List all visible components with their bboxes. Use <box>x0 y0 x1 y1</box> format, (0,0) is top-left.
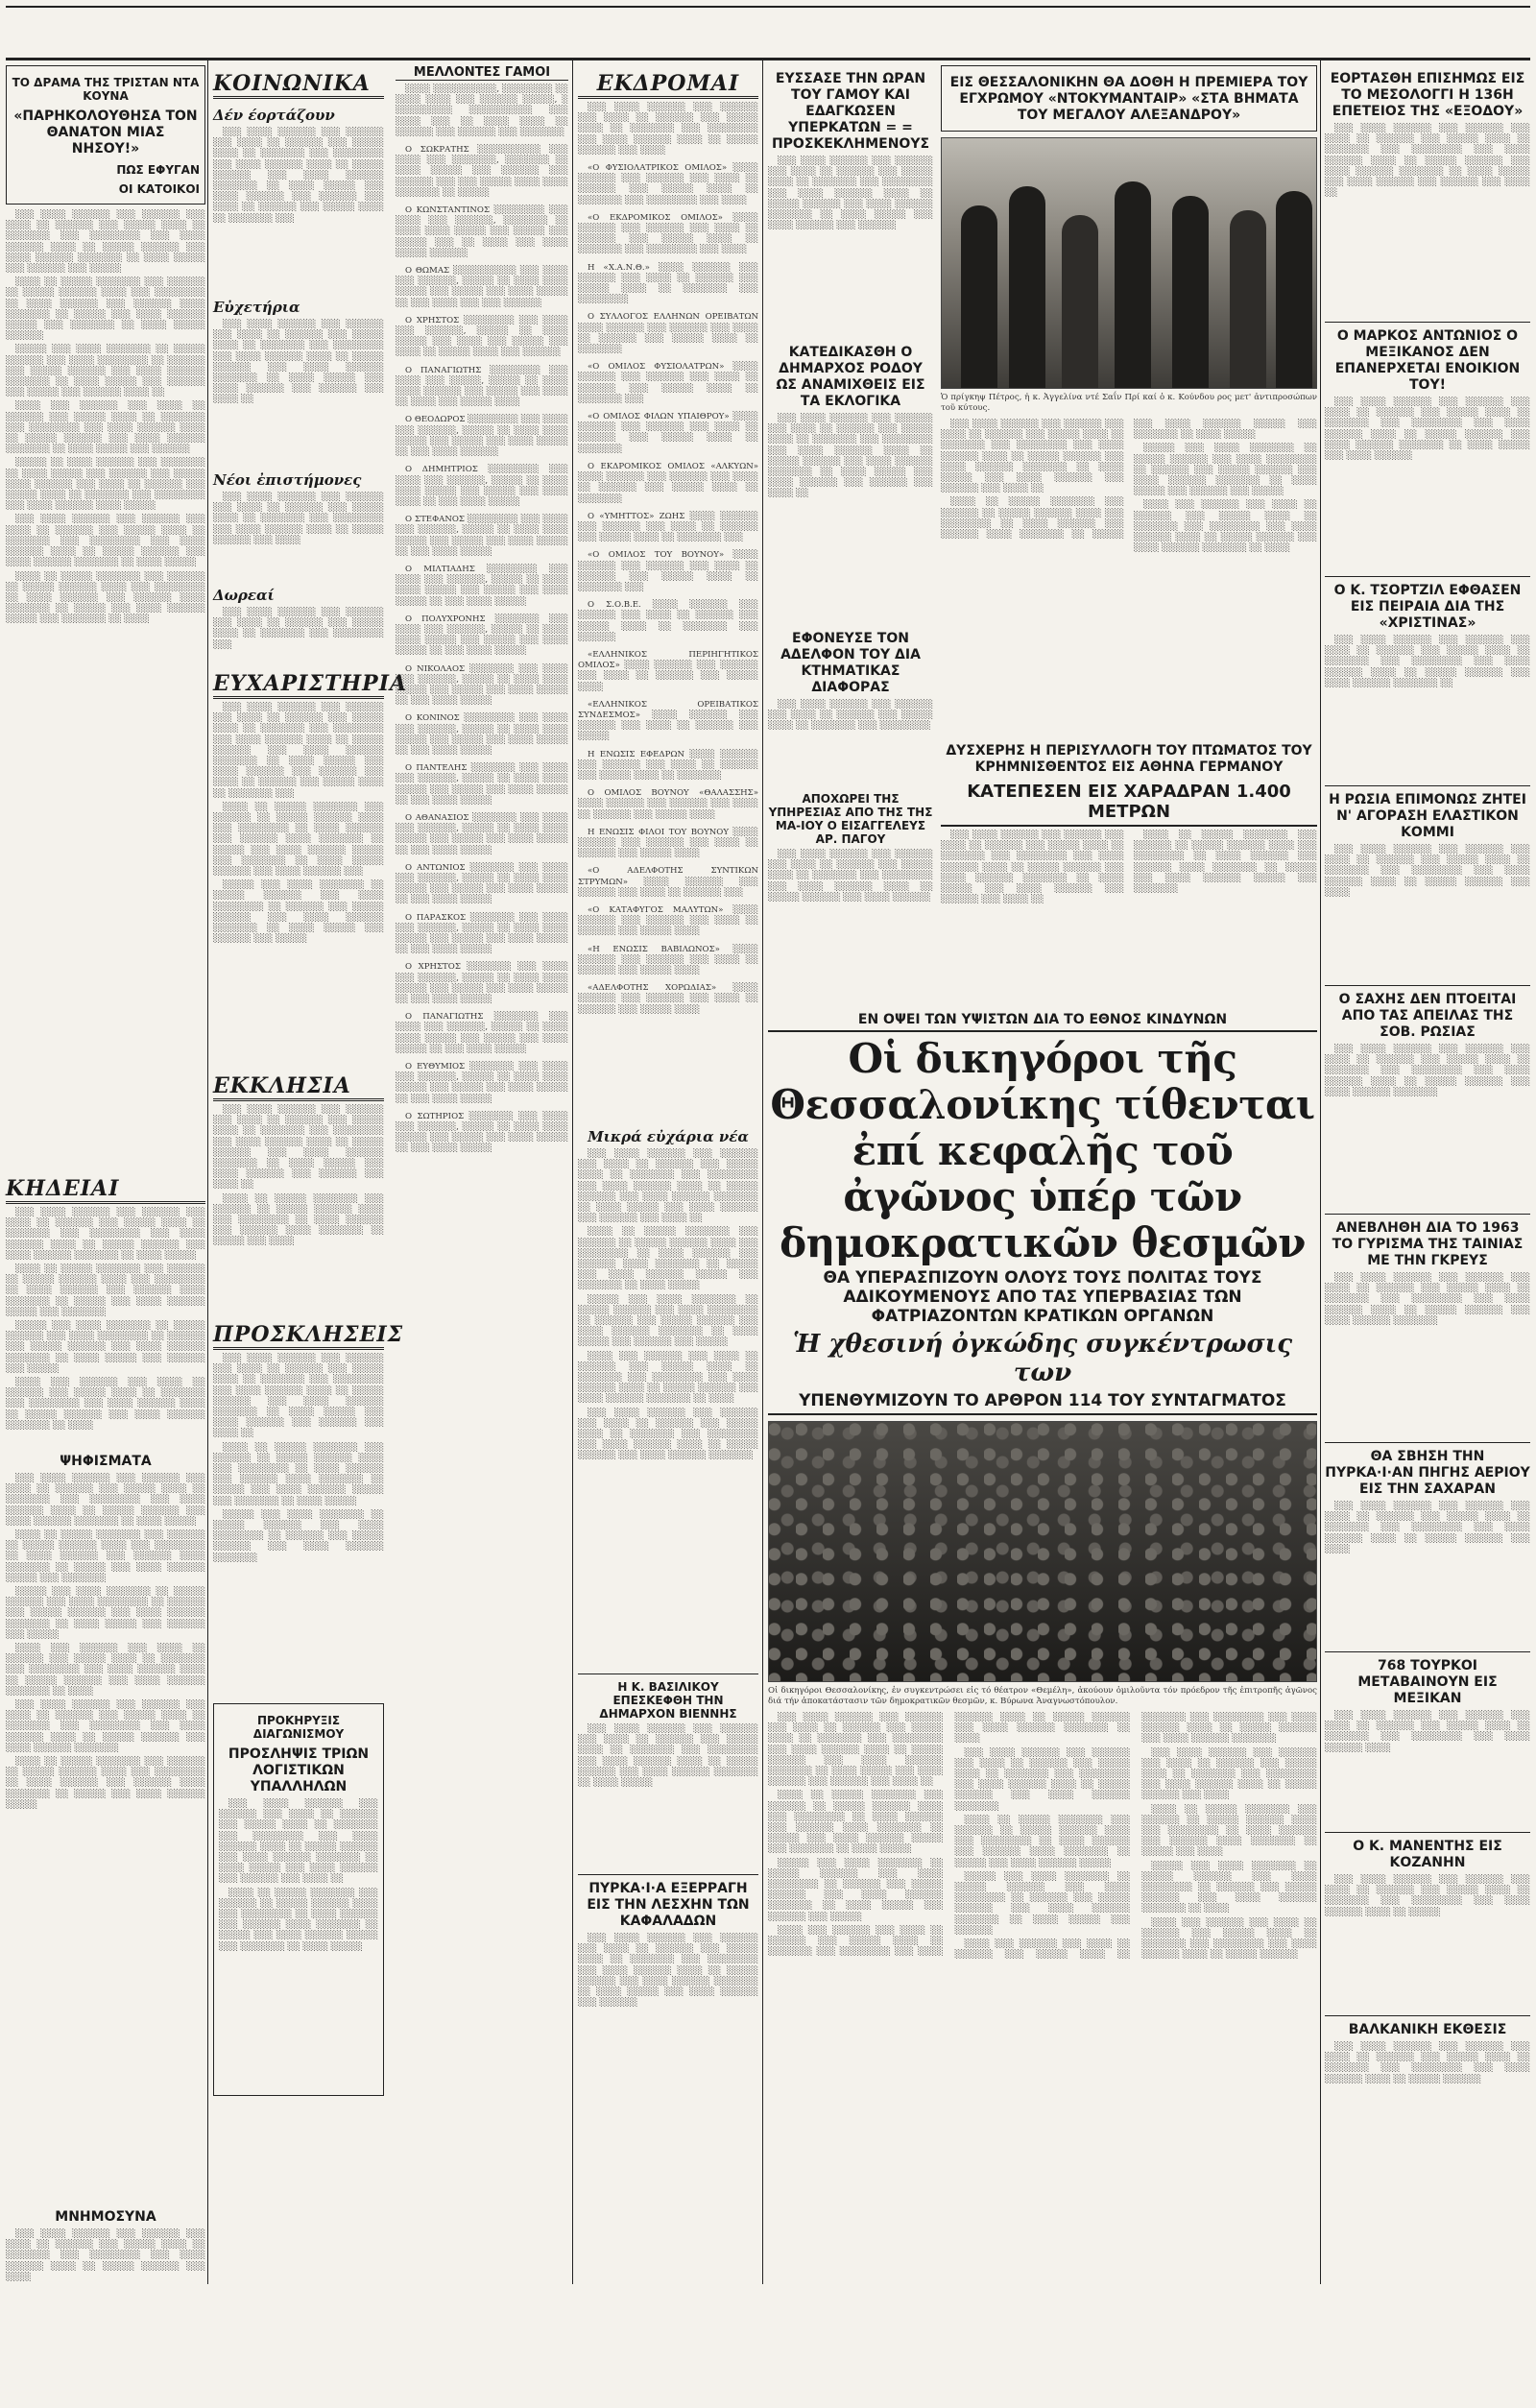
box-headline: ΠΡΟΣΛΗΨΙΣ ΤΡΙΩΝ ΛΟΓΙΣΤΙΚΩΝ ΥΠΑΛΛΗΛΩΝ <box>228 1746 370 1794</box>
headline: Ο Κ. ΜΑΝΕΝΤΗΣ ΕΙΣ ΚΟΖΑΝΗΝ <box>1353 1839 1502 1870</box>
column-rule <box>762 60 763 2284</box>
divider <box>1325 1442 1530 1443</box>
column-rule <box>207 60 208 2284</box>
headline: Ο Κ. ΤΣΟΡΤΖΙΛ ΕΦΘΑΣΕΝ ΕΙΣ ΠΕΙΡΑΙΑ ΔΙΑ ΤΗΣ «ΧΡΙΣΤΙΝΑΣ» <box>1333 583 1522 631</box>
article-body: ░░░ ░░░░ ░░░░░░ ░░░ ░░░░░░ ░░░ ░░░░ ░░ ░░░░░░ ░░░ ░░░░░ ░░░░ ░░ ░░░░░░░ ░░░ ░░░░░░░░ ░░░ ░░░░ ░░░░░░ ░░░░ ░░ ░░░░░ ░░░░░░ ░░░ ░░░░ ░░░░░░ ░░░░░░░ ░░ ░░░░ ░░░░░ ░░░ ░░░░ ░░░░░░ ░░░ ░░░░░░ <box>768 157 933 231</box>
headline: ΠΥΡΚΑ·Ι·Α ΕΞΕΡΡΑΓΗ ΕΙΣ ΤΗΝ ΛΕΣΧΗΝ ΤΩΝ ΚΑΦΑΛΑΔΩΝ <box>587 1881 750 1929</box>
subheadline: ΟΙ ΚΑΤΟΙΚΟΙ <box>118 182 200 196</box>
article-body: ░░░ ░░░░ ░░░░░░ ░░░ ░░░░░░ ░░░ ░░░░ ░░ ░░░░░░ ░░░ ░░░░░ ░░░░ ░░ ░░░░░░░ ░░░ ░░░░░░░░ ░░░ ░░░░ ░░░░░░ ░░░░ ░░ ░░░░░ ░░░░░░ ░░░ ░░░░ ░░░░░░ ░░░░░░░ ░░ ░░░░ ░░░░░ ░░░ ░░░░ ░░░░░░ ░░░ ░░░░░░ ░░░ ░░░░ ░░ ░░░░ ░░ ░░░░░ ░░░░░░░ ░░░ ░░░░░░ ░░ ░░░░░ ░░░░░░ ░░░░ ░░░ ░░░░░░░░ ░░ ░░░░ ░░░░░░ ░░░ ░░░░░░ ░░░░ ░░░░░░░ ░░ ░░░░░ ░░░ ░░░░ ░░░░░░ ░░░░░ ░░░ ░░░░░░░ <box>941 831 1317 905</box>
article-body: ░░░ ░░░░ ░░░░░░ ░░░ ░░░░░░ ░░░ ░░░░ ░░ ░░░░░░ ░░░ ░░░░░ ░░░░ ░░ ░░░░░░░ ░░░ ░░░░░░░░ ░░░ ░░░░ ░░░░░░ ░░░░ ░░ ░░░░░ ░░░░░░ ░░░ ░░░░ ░░░░░░ ░░░░░░░ ░░ ░░░░ ░░░░░ ░░░ ░░░░░░ ░░░ ░░░░░ ░░░░ ░░ ░░░░░ ░░░░░░░ ░░░ ░░░░░░ ░░ ░░░░░ ░░░░░░ ░░░░ ░░░ ░░░░░░░░ ░░ ░░░░ ░░░░░░ ░░░ ░░░░░░ ░░░░ ░░░░░░░ ░░ ░░░░░ ░░░ ░░░░ ░░░░░░ ░░░░░ ░░░ ░░░░░░░ ░░ ░░░░ ░░░░░ ░░░░░░ ░░░░░ ░░░ ░░░░ ░░░░░░░ ░░ ░░░░░ ░░░░░░ ░░░ ░░░░ ░░░░░░░░ ░░ ░░░░░░ ░░░ ░░░░░ ░░░░░░ ░░░ ░░░░ ░░░░░░ ░░░░░░░ ░░ ░░░░ ░░░░░ ░░░ ░░░░░░ ░░░ ░░░░░ ░░░ ░░░░░░ ░░░░ ░░ ░░░░ ░░░ ░░░░░░ ░░░ ░░░░ ░░ ░░░░░░ ░░░ ░░░░░ ░░░░ ░░ ░░░░░░░ ░░░ ░░░░░░░░ ░░░ ░░░░ ░░░░░░ ░░░░ ░░ ░░░░░ ░░░░░░ ░░░ ░░░░ ░░░░░░ ░░░░░░░ ░░ ░░░░ ░░░░░ ░░░ ░░░░░░ ░░░░░ ░░ ░░░░ ░░░░░░ ░░░ ░░░░░░░ ░░ ░░░░ ░░░░░ ░░░ ░░░░░░ ░░░ ░░░░░ ░░░░ ░░░░░░ ░░░ ░░░░ ░░ ░░░░░░ ░░░ ░░░░░ ░░░░ ░░ ░░░░░░░ ░░░ ░░░░░░░░ ░░░ ░░░░ ░░░░░░ ░░░░ ░░░░░ ░░░ ░░░░ ░░░░░░ ░░░ ░░░░░░ ░░░ ░░░░ ░░ ░░░░░░ ░░░ ░░░░░ ░░░░ ░░ ░░░░░░░ ░░░ ░░░░░░░░ ░░░ ░░░░ ░░░░░░ ░░░░ ░░ ░░░░░ ░░░░░░ ░░░ ░░░░ ░░░░░░ ░░░░░░░ ░░ ░░░░ ░░░░░ ░░░░ ░░ ░░░░░ ░░░░░░░ ░░░ ░░░░░░ ░░ ░░░░░ ░░░░░░ ░░░░ ░░░ ░░░░░░░░ ░░ ░░░░ ░░░░░░ ░░░ ░░░░░░ ░░░░ ░░░░░░░ ░░ ░░░░░ ░░░ ░░░░ ░░░░░░ ░░░░░ ░░░ ░░░░░░░ ░░ ░░░░ <box>6 210 205 625</box>
section-title: ΕΥΧΑΡΙΣΤΗΡΙΑ <box>213 671 384 699</box>
section-subtitle: ΨΗΦΙΣΜΑΤΑ <box>60 1454 152 1469</box>
section-body: ░░░ ░░░░ ░░░░░░ ░░░ ░░░░░░ ░░░ ░░░░ ░░ ░░░░░░ ░░░ ░░░░░ ░░░░ ░░ ░░░░░░░ ░░░ ░░░░░░░░ ░░░ ░░░░ ░░░░░░ ░░░░ ░░ ░░░░░ ░░░░░░ ░░░ ░░░░ ░░░░░░ ░░░░░░░ ░░ ░░░░ ░░░░░ ░░░ ░░░░ ░░░░░░ ░░░ ░░░░░░ ░░░ ░░░░ ░░ <box>213 320 384 405</box>
subheadline: ΠΩΣ ΕΦΥΓΑΝ <box>116 163 200 177</box>
section-title: ΚΗΔΕΙΑΙ <box>6 1176 205 1204</box>
top-rule <box>6 58 1530 60</box>
article-body: ░░░ ░░░░ ░░░░░░ ░░░ ░░░░░░ ░░░ ░░░░ ░░ ░░░░░░ ░░░ ░░░░░ ░░░░ ░░ ░░░░░░░ ░░░ ░░░░░░░░ ░░░ ░░░░ ░░░░░░ ░░░░ ░░ ░░░░░ ░░░░░░ ░░░ ░░░░ ░░░░░░ ░░░░░░░ <box>1325 1045 1530 1097</box>
headline: Ο ΣΑΧΗΣ ΔΕΝ ΠΤΟΕΙΤΑΙ ΑΠΟ ΤΑΣ ΑΠΕΙΛΑΣ ΤΗΣ ΣΟΒ. ΡΩΣΙΑΣ <box>1338 992 1517 1040</box>
article-body: ░░░ ░░░░ ░░░░░░ ░░░ ░░░░░░ ░░░ ░░░░ ░░ ░░░░░░ ░░░ ░░░░░ ░░░░ ░░ ░░░░░░░ ░░░ ░░░░░░░░ ░░░ ░░░░ ░░░░░░ ░░░░ ░░ ░░░░░ ░░░░░░ ░░░ ░░░░ ░░░░░░ ░░░░░░░ ░░ ░░░░ ░░░░░ ░░░ ░░░░ ░░░░░░ ░░░ ░░░░░░ ░░░ ░░░░ ░░ ░░░░ ░░ ░░░░░ ░░░░░░░ ░░░ ░░░░░░ ░░ ░░░░░ ░░░░░░ ░░░░ ░░░ ░░░░░░░░ ░░ ░░░░ ░░░░░░ ░░░ ░░░░░░ ░░░░ ░░░░░░░ ░░ ░░░░░ ░░░ ░░░░ ░░░░░░ ░░░░░ ░░░ ░░░░░░░ ░░ ░░░░ ░░░░░ ░░░░░ ░░░ ░░░░ ░░░░░░░ ░░ ░░░░░ ░░░░░░ ░░░ ░░░░ ░░░░░░░░ ░░ ░░░░░░ ░░░ ░░░░░ ░░░░░░ ░░░ ░░░░ ░░░░░░ ░░░░░░░ ░░ ░░░░ ░░░░░ ░░░ ░░░░░░ ░░░ ░░░░░ ░░░░ ░░░ ░░░░░░ ░░░ ░░░░ ░░ ░░░░░░ ░░░ ░░░░░ ░░░░ ░░ ░░░░░░░ ░░░ ░░░░░░░░ ░░░ ░░░░ ░░░░░░ ░░░░ ░░ ░░░░░ ░░░░░░ ░░░ ░░░░ ░░░░░░ ░░░░░░░ ░░ ░░░░ <box>941 420 1317 554</box>
headline: «ΠΑΡΗΚΟΛΟΥΘΗΣΑ ΤΟΝ ΘΑΝΑΤΟΝ ΜΙΑΣ ΝΗΣΟΥ!» <box>13 108 198 157</box>
article-body: ░░░ ░░░░ ░░░░░░ ░░░ ░░░░░░ ░░░ ░░░░ ░░ ░░░░░░ ░░░ ░░░░░ ░░░░ ░░ ░░░░░░░ ░░░ ░░░░░░░░ <box>768 700 933 732</box>
headline: ΘΑ ΣΒΗΣΗ ΤΗΝ ΠΥΡΚΑ·Ι·ΑΝ ΠΗΓΗΣ ΑΕΡΙΟΥ ΕΙΣ ΤΗΝ ΣΑΧΑΡΑΝ <box>1325 1449 1530 1497</box>
headline: ΕΙΣ ΘΕΣΣΑΛΟΝΙΚΗΝ ΘΑ ΔΟΘΗ Η ΠΡΕΜΙΕΡΑ ΤΟΥ ΕΓΧΡΩΜΟΥ «ΝΤΟΚΥΜΑΝΤΑΙΡ» «ΣΤΑ ΒΗΜΑΤΑ ΤΟΥ ΜΕΓΑΛΟΥ ΑΛΕΞΑΝΔΡΟΥ» <box>949 75 1308 123</box>
news-body: ░░░ ░░░░ ░░░░░░ ░░░ ░░░░░░ ░░░ ░░░░ ░░ ░░░░░░ ░░░ ░░░░░ ░░░░ ░░ ░░░░░░░ ░░░ ░░░░░░░░ ░░░ ░░░░ ░░░░░░ ░░░░ ░░ ░░░░░ ░░░░░░ ░░░ ░░░░ ░░░░░░ ░░░░░░░ ░░ ░░░░ ░░░░░ ░░░ ░░░░ ░░░░░░ ░░░ ░░░░░░ ░░░ ░░░░ ░░ ░░░░ ░░ ░░░░░ ░░░░░░░ ░░░ ░░░░░░ ░░ ░░░░░ ░░░░░░ ░░░░ ░░░ ░░░░░░░░ ░░ ░░░░ ░░░░░░ ░░░ ░░░░░░ ░░░░ ░░░░░░░ ░░ ░░░░░ ░░░ ░░░░ ░░░░░░ ░░░░░ ░░░ ░░░░░░░ ░░ ░░░░ ░░░░░ ░░░░░ ░░░ ░░░░ ░░░░░░░ ░░ ░░░░░ ░░░░░░ ░░░ ░░░░ ░░░░░░░░ ░░ ░░░░░░ ░░░ ░░░░░ ░░░░░░ ░░░ ░░░░ ░░░░░░ ░░░░░░░ ░░ ░░░░ ░░░░░ ░░░ ░░░░░░ ░░░ ░░░░░ ░░░░ ░░░ ░░░░░░ ░░░ ░░░░ ░░ ░░░░░░ ░░░ ░░░░░ ░░░░ ░░ ░░░░░░░ ░░░ ░░░░░░░░ ░░░ ░░░░ ░░░░░░ ░░░░ ░░ ░░░░░ ░░░░░░ ░░░ ░░░░ ░░░░░░ ░░░░░░░ ░░ ░░░░ ░░░ ░░░░ ░░░░░░ ░░░ ░░░░░░ ░░░ ░░░░ ░░ ░░░░░░ ░░░ ░░░░░ ░░░░ ░░ ░░░░░░░ ░░░ ░░░░░░░░ ░░░ ░░░░ ░░░░░░ ░░░░ ░░ ░░░░░ ░░░░░░ ░░░ ░░░░ ░░░░░░ ░░░░░░░ <box>578 1149 758 1461</box>
headline: ΔΥΣΧΕΡΗΣ Η ΠΕΡΙΣΥΛΛΟΓΗ ΤΟΥ ΠΤΩΜΑΤΟΣ ΤΟΥ ΚΡΗΜΝΙΣΘΕΝΤΟΣ ΕΙΣ ΑΘΗΝΑ ΓΕΡΜΑΝΟΥ <box>946 743 1312 775</box>
weddings-body: ░░░░ ░░░░░░░░░░, ░░░░░░░░ ░░ ░░░░ ░░░░ ░░░ ░░░░░░ ░░░░░, ░ ░░░░░░░░░ ░░░░░░░░░░ ░░░ ░░░░ ░░░ ░░ ░░░░ ░░░░ ░░ ░░░░░░ ░░░ ░░░░░░ ░░░ ░░░░░░░ Ο ΣΩΚΡΑΤΗΣ ░░░░░░░░░░ ░░░ ░░░░ ░░░ ░░░░░░░, ░░░░░░░ ░░ ░░░░ ░░░░░ ░░░ ░░░░░░ ░░░ ░░░░░░ ░░░ ░░░ ░░░░░ ░░░░ ░░░░ ░░░░░░░ ░░ ░░░░░ Ο ΚΩΝΣΤΑΝΤΙΝΟΣ ░░░░░░░░ ░░░ ░░░░ ░░░ ░░░░░░, ░░░░░░░ ░░ ░░░░ ░░░░ ░░░░░ ░░░ ░░░░░ ░░░ ░░░░░ ░░░ ░░ ░░░░ ░░░ ░░░░ ░░░░░ ░░░░░░ Ο ΘΩΜΑΣ ░░░░░░░░░░ ░░░ ░░░░ ░░░ ░░░░░░, ░░░░░ ░░ ░░░░ ░░░░ ░░░░░ ░░░ ░░░░░ ░░░ ░░░░ ░░░░░ ░░ ░░░ ░░░░ ░░░ ░░░ ░░░░░░ Ο ΧΡΗΣΤΟΣ ░░░░░░░░ ░░░ ░░░░ ░░░ ░░░░░░, ░░░░░ ░░ ░░░░ ░░░░░ ░░░ ░░░░ ░░░ ░░░░░ ░░░ ░░░░ ░░ ░░░░░ ░░░░ ░░░ ░░░░░░ Ο ΠΑΝΑΓΙΩΤΗΣ ░░░░░░░░ ░░░ ░░░░ ░░░ ░░░░░, ░░░░░ ░░ ░░░░ ░░░░ ░░░░░░ ░░░ ░░░░░ ░░░ ░░░░ ░░ ░░░░ ░░░ ░░░░░ ░░░░ Ο ΘΕΟΔΩΡΟΣ ░░░░░░░░ ░░░ ░░░░ ░░░ ░░░░░░, ░░░░░ ░░ ░░░░ ░░░░ ░░░░░ ░░░ ░░░░░ ░░░ ░░░░ ░░░░░ ░░ ░░░ ░░░░ ░░░░░░ Ο ΔΗΜΗΤΡΙΟΣ ░░░░░░░░ ░░░ ░░░░ ░░░ ░░░░░░, ░░░░░ ░░ ░░░░ ░░░░ ░░░░░ ░░░ ░░░░░ ░░░ ░░░░ ░░░░ ░░ ░░░ ░░░░ ░░░░░ Ο ΣΤΕΦΑΝΟΣ ░░░░░░░░ ░░░ ░░░░ ░░░ ░░░░░░, ░░░░░ ░░ ░░░░ ░░░░ ░░░░░ ░░░ ░░░░░ ░░░ ░░░░ ░░░░░ ░░ ░░░ ░░░░ ░░░░░ Ο ΜΙΛΤΙΑΔΗΣ ░░░░░░░░ ░░░ ░░░░ ░░░ ░░░░░░, ░░░░░ ░░ ░░░░ ░░░░ ░░░░░ ░░░ ░░░░░ ░░░ ░░░░ ░░░░░ ░░ ░░░ ░░░░ ░░░░░ Ο ΠΟΛΥΧΡΟΝΗΣ ░░░░░░░ ░░░ ░░░░ ░░░ ░░░░░░, ░░░░░ ░░ ░░░░ ░░░░ ░░░░░ ░░░ ░░░░░ ░░░ ░░░░ ░░░░░ ░░ ░░░ ░░░░ ░░░░░ Ο ΝΙΚΟΛΑΟΣ ░░░░░░░ ░░░ ░░░░ ░░░ ░░░░░░, ░░░░░ ░░ ░░░░ ░░░░ ░░░░░ ░░░ ░░░░░ ░░░ ░░░░ ░░░░░ ░░ ░░░ ░░░░ ░░░░░ Ο ΚΟΝΙΝΟΣ ░░░░░░░░ ░░░ ░░░░ ░░░ ░░░░░░, ░░░░░ ░░ ░░░░ ░░░░ ░░░░░ ░░░ ░░░░░ ░░░ ░░░░ ░░░░░ ░░ ░░░ ░░░░ ░░░░░ Ο ΠΑΝΤΕΛΗΣ ░░░░░░░ ░░░ ░░░░ ░░░ ░░░░░░, ░░░░░ ░░ ░░░░ ░░░░ ░░░░░ ░░░ ░░░░░ ░░░ ░░░░ ░░░░░ ░░ ░░░ ░░░░ ░░░░░ Ο ΑΘΑΝΑΣΙΟΣ ░░░░░░░ ░░░ ░░░░ ░░░ ░░░░░░, ░░░░░ ░░ ░░░░ ░░░░ ░░░░░ ░░░ ░░░░░ ░░░ ░░░░ ░░░░░ ░░ ░░░ ░░░░ ░░░░░ Ο ΑΝΤΩΝΙΟΣ ░░░░░░░ ░░░ ░░░░ ░░░ ░░░░░░, ░░░░░ ░░ ░░░░ ░░░░ ░░░░░ ░░░ ░░░░░ ░░░ ░░░░ ░░░░░ ░░ ░░░ ░░░░ ░░░░░ Ο ΠΑΡΑΣΚΟΣ ░░░░░░░ ░░░ ░░░░ ░░░ ░░░░░░, ░░░░░ ░░ ░░░░ ░░░░ ░░░░░ ░░░ ░░░░░ ░░░ ░░░░ ░░░░░ ░░ ░░░ ░░░░ ░░░░░ Ο ΧΡΗΣΤΟΣ ░░░░░░░ ░░░ ░░░░ ░░░ ░░░░░░, ░░░░░ ░░ ░░░░ ░░░░ ░░░░░ ░░░ ░░░░░ ░░░ ░░░░ ░░░░░ ░░ ░░░ ░░░░ ░░░░░ Ο ΠΑΝΑΓΙΩΤΗΣ ░░░░░░░ ░░░ ░░░░ ░░░ ░░░░░░, ░░░░░ ░░ ░░░░ ░░░░ ░░░░░ ░░░ ░░░░░ ░░░ ░░░░ ░░░░░ ░░ ░░░ ░░░░ ░░░░░ Ο ΕΥΘΥΜΙΟΣ ░░░░░░░ ░░░ ░░░░ ░░░ ░░░░░░, ░░░░░ ░░ ░░░░ ░░░░ ░░░░░ ░░░ ░░░░░ ░░░ ░░░░ ░░░░░ ░░ ░░░ ░░░░ ░░░░░ Ο ΣΩΤΗΡΙΟΣ ░░░░░░░ ░░░ ░░░░ ░░░ ░░░░░░, ░░░░░ ░░ ░░░░ ░░░░ ░░░░░ ░░░ ░░░░░ ░░░ ░░░░ ░░░░░ ░░ ░░░ ░░░░ ░░░░░ <box>396 84 568 1154</box>
column-1 <box>6 65 205 2284</box>
section-title: ΠΡΟΣΚΛΗΣΕΙΣ <box>213 1322 384 1350</box>
story-german <box>941 737 1317 998</box>
article-body: ░░░ ░░░░ ░░░░░░ ░░░ ░░░░░░ ░░░ ░░░░ ░░ ░░░░░░ ░░░ ░░░░░ ░░░░ ░░ ░░░░░░░ ░░░ ░░░░░░░░ ░░░ ░░░░ ░░░░░░ ░░░░ ░░ ░░░░░ ░░░░░░ ░░░ ░░░░ <box>1325 845 1530 898</box>
main-kicker: ΕΝ ΟΨΕΙ ΤΩΝ ΥΨΙΣΤΩΝ ΔΙΑ ΤΟ ΕΘΝΟΣ ΚΙΝΔΥΝΩΝ <box>768 1012 1317 1032</box>
memorials-body: ░░░ ░░░░ ░░░░░░ ░░░ ░░░░░░ ░░░ ░░░░ ░░ ░░░░░░ ░░░ ░░░░░ ░░░░ ░░ ░░░░░░░ ░░░ ░░░░░░░░ ░░░ ░░░░ ░░░░░░ ░░░░ ░░ ░░░░░ ░░░░░░ ░░░ ░░░░ <box>6 2229 205 2282</box>
section-title: ΚΟΙΝΩΝΙΚΑ <box>213 71 384 99</box>
article-body: ░░░ ░░░░ ░░░░░░ ░░░ ░░░░░░ ░░░ ░░░░ ░░ ░░░░░░ ░░░ ░░░░░ ░░░░ ░░ ░░░░░░░ ░░░ ░░░░░░░░ ░░░ ░░░░ ░░░░░░ ░░░░ <box>1325 1711 1530 1753</box>
kicker: ΤΟ ΔΡΑΜΑ ΤΗΣ ΤΡΙΣΤΑΝ ΝΤΑ ΚΟΥΝΑ <box>12 76 200 103</box>
article-body: ░░░ ░░░░ ░░░░░░ ░░░ ░░░░░░ ░░░ ░░░░ ░░ ░░░░░░ ░░░ ░░░░░ ░░░░ ░░ ░░░░░░░ ░░░ ░░░░░░░░ ░░░ ░░░░ ░░░░░░ ░░░░ ░░ ░░░░░ ░░░░░░ ░░░ ░░░░ <box>1325 1502 1530 1554</box>
divider <box>1325 2015 1530 2016</box>
section-subtitle: Εὐχετήρια <box>213 299 300 316</box>
headline: ΒΑΛΚΑΝΙΚΗ ΕΚΘΕΣΙΣ <box>1348 2022 1507 2037</box>
headline: 768 ΤΟΥΡΚΟΙ ΜΕΤΑΒΑΙΝΟΥΝ ΕΙΣ ΜΕΞΙΚΑΝ <box>1357 1658 1498 1706</box>
headline: ΕΦΟΝΕΥΣΕ ΤΟΝ ΑΔΕΛΦΟΝ ΤΟΥ ΔΙΑ ΚΤΗΜΑΤΙΚΑΣ ΔΙΑΦΟΡΑΣ <box>780 631 921 695</box>
article-body: ░░░ ░░░░ ░░░░░░ ░░░ ░░░░░░ ░░░ ░░░░ ░░ ░░░░░░ ░░░ ░░░░░ ░░░░ ░░ ░░░░░░░ ░░░ ░░░░░░░░ ░░░ ░░░░ ░░░░░░ ░░░░ ░░ ░░░░░ ░░░░░░ ░░░ ░░░░ ░░░░░░ ░░░░░░░ ░░ ░░░░ ░░░░░ <box>578 1724 758 1789</box>
main-story <box>768 1006 1317 2408</box>
main-headline: Οἱ δικηγόροι τῆς Θεσσαλονίκης τίθενται ἐπί κεφαλῆς τοῦ ἀγῶνος ὑπέρ τῶν δημοκρατικῶν θεσμῶν <box>770 1035 1315 1266</box>
divider <box>1325 1214 1530 1215</box>
article-body: ░░░ ░░░░ ░░░░░░ ░░░ ░░░░░░ ░░░ ░░░░ ░░ ░░░░░░ ░░░ ░░░░░ ░░░░ ░░ ░░░░░░░ ░░░ ░░░░░░░░ ░░░ ░░░░ ░░░░░░ ░░░░ ░░ ░░░░░ <box>1325 1875 1530 1917</box>
headline: ΑΝΕΒΛΗΘΗ ΔΙΑ ΤΟ 1963 ΤΟ ΓΥΡΙΣΜΑ ΤΗΣ ΤΑΙΝΙΑΣ ΜΕ ΤΗΝ ΓΚΡΕΥΣ <box>1332 1220 1524 1268</box>
article-body: ░░░ ░░░░ ░░░░░░ ░░░ ░░░░░░ ░░░ ░░░░ ░░ ░░░░░░ ░░░ ░░░░░ ░░░░ ░░ ░░░░░░░ ░░░ ░░░░░░░░ ░░░ ░░░░ ░░░░░░ ░░░░ ░░ ░░░░░ ░░░░░░ ░░░ ░░░░ ░░░░░░ ░░░░░░░ <box>1325 1273 1530 1326</box>
column-rule <box>1320 60 1321 2284</box>
section-body: ░░░ ░░░░ ░░░░░░ ░░░ ░░░░░░ ░░░ ░░░░ ░░ ░░░░░░ ░░░ ░░░░░ ░░░░ ░░ ░░░░░░░ ░░░ ░░░░░░░░ ░░░ ░░░░ ░░░░░░ ░░░░ ░░ ░░░░░ ░░░░░░ ░░░ ░░░░ ░░░░░░ ░░░░░░░ ░░ ░░░░ ░░░░░ ░░░ ░░░░ ░░░░░░ ░░░ ░░░░░░ ░░░ ░░░░ ░░ ░░░░ ░░ ░░░░░ ░░░░░░░ ░░░ ░░░░░░ ░░ ░░░░░ ░░░░░░ ░░░░ ░░░ ░░░░░░░░ ░░ ░░░░ ░░░░░░ ░░░ ░░░░░░ ░░░░ ░░░░░░░ ░░ ░░░░░ ░░░ ░░░░ ░░░░░░ ░░░░░ ░░░ ░░░░░░░ ░░ ░░░░ ░░░░░ ░░░░░ ░░░ ░░░░ ░░░░░░░ ░░ ░░░░░ ░░░░░░ ░░░ ░░░░ ░░░░░░░░ ░░ ░░░░░░ ░░░ ░░░░░ ░░░░░░ ░░░ ░░░░ ░░░░░░ ░░░░░░░ <box>213 1354 384 1563</box>
main-subheadline: ΘΑ ΥΠΕΡΑΣΠΙΖΟΥΝ ΟΛΟΥΣ ΤΟΥΣ ΠΟΛΙΤΑΣ ΤΟΥΣ ΑΔΙΚΟΥΜΕΝΟΥΣ ΑΠΟ ΤΑΣ ΥΠΕΡΒΑΣΙΑΣ ΤΩΝ ΦΑΤΡΙΑΖΟΝΤΩΝ ΚΡΑΤΙΚΩΝ ΟΡΓΑΝΩΝ <box>823 1268 1262 1326</box>
section-title: ΜΕΛΛΟΝΤΕΣ ΓΑΜΟΙ <box>396 65 568 81</box>
column-2a <box>213 65 408 2284</box>
photo-premiere <box>941 137 1317 389</box>
divider <box>1325 322 1530 323</box>
photo-lawyers-rally <box>768 1421 1317 1682</box>
section-body: ░░░ ░░░░ ░░░░░░ ░░░ ░░░░░░ ░░░ ░░░░ ░░ ░░░░░░ ░░░ ░░░░░ ░░░░ ░░ ░░░░░░░ ░░░ ░░░░░░░░ ░░░ ░░░░ ░░░░░░ ░░░░ ░░ ░░░░░ ░░░░░░ ░░░ ░░░░ <box>213 493 384 545</box>
article-body: ░░░ ░░░░ ░░░░░░ ░░░ ░░░░░░ ░░░ ░░░░ ░░ ░░░░░░ ░░░ ░░░░░ ░░░░ ░░ ░░░░░░░ ░░░ ░░░░░░░░ ░░░ ░░░░ ░░░░░░ ░░░░ ░░ ░░░░░ ░░░░░░ ░░░ ░░░░ ░░░░░░ ░░░░░░░ ░░ ░░░░ ░░░░░ ░░░ ░░░░ ░░░░░░ <box>1325 397 1530 462</box>
article-body: ░░░ ░░░░ ░░░░░░ ░░░ ░░░░░░ ░░░ ░░░░ ░░ ░░░░░░ ░░░ ░░░░░ ░░░░ ░░ ░░░░░░░ ░░░ ░░░░░░░░ ░░░ ░░░░ ░░░░░░ ░░░░ ░░ ░░░░░ ░░░░░░ ░░░ ░░░░ ░░░░░░ ░░░░░░░ ░░ ░░░░ ░░░░░ ░░░ ░░░░ ░░░░░░ ░░░ ░░░░░░ ░░░ ░░░░ ░░ <box>768 414 933 499</box>
section-title: ΕΚΔΡΟΜΑΙ <box>578 71 758 99</box>
section-subtitle: Δέν έορτάζουν <box>213 107 335 124</box>
section-subtitle: Μικρά εὐχάρια νέα <box>588 1128 749 1145</box>
article-body: ░░░ ░░░░ ░░░░░░ ░░░ ░░░░░░ ░░░ ░░░░ ░░ ░░░░░░ ░░░ ░░░░░ ░░░░ ░░ ░░░░░░░ ░░░ ░░░░░░░░ ░░░ ░░░░ ░░░░░░ ░░░░ ░░ ░░░░░ ░░░░░░ ░░░ ░░░░ ░░░░░░ ░░░░░░░ ░░ ░░░░ ░░░░░ ░░░ ░░░░ ░░░░░░ ░░░ ░░░░░░ <box>578 1934 758 2009</box>
article-body: ░░░ ░░░░ ░░░░░░ ░░░ ░░░░░░ ░░░ ░░░░ ░░ ░░░░░░ ░░░ ░░░░░ ░░░░ ░░ ░░░░░░░ ░░░ ░░░░░░░░ ░░░ ░░░░ ░░░░░░ ░░░░ ░░ ░░░░░ ░░░░░░ ░░░ ░░░░ ░░░░░░ <box>768 850 933 903</box>
excursions-body: ░░░ ░░░░ ░░░░░░ ░░░ ░░░░░░ ░░░ ░░░░ ░░ ░░░░░░ ░░░ ░░░░░ ░░░░ ░░ ░░░░░░░ ░░░ ░░░░░░░░ ░░░ ░░░░ ░░░░░░ ░░░░ ░░ ░░░░░ ░░░░░░ ░░░ ░░░░ «Ο ΦΥΣΙΟΛΑΤΡΙΚΟΣ ΟΜΙΛΟΣ» ░░░░ ░░░░░░ ░░░ ░░░░░░ ░░░ ░░░░ ░░ ░░░░░░ ░░░ ░░░░░ ░░░░ ░░ ░░░░░░░ ░░░ ░░░░░░░░ ░░░ ░░░░ «Ο ΕΚΔΡΟΜΙΚΟΣ ΟΜΙΛΟΣ» ░░░░ ░░░░░░ ░░░ ░░░░░░ ░░░ ░░░░ ░░ ░░░░░░ ░░░ ░░░░░ ░░░░ ░░ ░░░░░░░ ░░░ ░░░░░░░░ ░░░ ░░░░ Η «Χ.Α.Ν.Θ.» ░░░░ ░░░░░░ ░░░ ░░░░░░ ░░░ ░░░░ ░░ ░░░░░░ ░░░ ░░░░░ ░░░░ ░░ ░░░░░░░ ░░░ ░░░░░░░░ Ο ΣΥΛΛΟΓΟΣ ΕΛΛΗΝΩΝ ΟΡΕΙΒΑΤΩΝ ░░░░ ░░░░░░ ░░░ ░░░░░░ ░░░ ░░░░ ░░ ░░░░░░ ░░░ ░░░░░ ░░░░ ░░ ░░░░░░░ «Ο ΟΜΙΛΟΣ ΦΥΣΙΟΛΑΤΡΩΝ» ░░░░ ░░░░░░ ░░░ ░░░░░░ ░░░ ░░░░ ░░ ░░░░░░ ░░░ ░░░░░ ░░░░ ░░ ░░░░░░░ ░░░ «Ο ΟΜΙΛΟΣ ΦΙΛΩΝ ΥΠΑΙΘΡΟΥ» ░░░░ ░░░░░░ ░░░ ░░░░░░ ░░░ ░░░░ ░░ ░░░░░░ ░░░ ░░░░░ ░░░░ ░░ ░░░░░░░ Ο ΕΚΔΡΟΜΙΚΟΣ ΟΜΙΛΟΣ «ΑΛΚΥΩΝ» ░░░░ ░░░░░░ ░░░ ░░░░░░ ░░░ ░░░░ ░░ ░░░░░░ ░░░ ░░░░░ ░░░░ ░░ ░░░░░░░ Ο «ΥΜΗΤΤΟΣ» ΖΩΗΣ ░░░░ ░░░░░░ ░░░ ░░░░░░ ░░░ ░░░░ ░░ ░░░░░░ ░░░ ░░░░░ ░░░░ ░░ ░░░░░░░ ░░░ «Ο ΟΜΙΛΟΣ ΤΟΥ ΒΟΥΝΟΥ» ░░░░ ░░░░░░ ░░░ ░░░░░░ ░░░ ░░░░ ░░ ░░░░░░ ░░░ ░░░░░ ░░░░ ░░ ░░░░░░░ ░░░ Ο Σ.Ο.Β.Ε. ░░░░ ░░░░░░ ░░░ ░░░░░░ ░░░ ░░░░ ░░ ░░░░░░ ░░░ ░░░░░ ░░░░ ░░ ░░░░░░░ ░░░ ░░░░░░ «ΕΛΛΗΝΙΚΟΣ ΠΕΡΙΗΓΗΤΙΚΟΣ ΟΜΙΛΟΣ» ░░░░ ░░░░░░ ░░░ ░░░░░░ ░░░ ░░░░ ░░ ░░░░░░ ░░░ ░░░░░ ░░░░ «ΕΛΛΗΝΙΚΟΣ ΟΡΕΙΒΑΤΙΚΟΣ ΣΥΝΔΕΣΜΟΣ» ░░░░ ░░░░░░ ░░░ ░░░░░░ ░░░ ░░░░ ░░ ░░░░░░ ░░░ ░░░░░ Η ΕΝΩΣΙΣ ΕΦΕΔΡΩΝ ░░░░ ░░░░░░ ░░░ ░░░░░░ ░░░ ░░░░ ░░ ░░░░░░ ░░░ ░░░░░ ░░░░ ░░ ░░░░░░░ Ο ΟΜΙΛΟΣ ΒΟΥΝΟΥ «ΘΑΛΑΣΣΗΣ» ░░░░ ░░░░░░ ░░░ ░░░░░░ ░░░ ░░░░ ░░ ░░░░░░ ░░░ ░░░░░ ░░░░ Η ΕΝΩΣΙΣ ΦΙΛΟΙ ΤΟΥ ΒΟΥΝΟΥ ░░░░ ░░░░░░ ░░░ ░░░░░░ ░░░ ░░░░ ░░ ░░░░░░ ░░░ ░░░░░ ░░░░ «Ο ΑΔΕΛΦΟΤΗΣ ΣΥΝΤΙΚΩΝ ΣΤΡΥΜΩΝ» ░░░░ ░░░░░░ ░░░ ░░░░░░ ░░░ ░░░░ ░░ ░░░░░░ ░░░ «Ο ΚΑΤΑΦΥΓΟΣ ΜΑΛΥΤΩΝ» ░░░░ ░░░░░░ ░░░ ░░░░░░ ░░░ ░░░░ ░░ ░░░░░░ ░░░ ░░░░░ ░░░░ «Η ΕΝΩΣΙΣ ΒΑΒΙΛΩΝΟΣ» ░░░░ ░░░░░░ ░░░ ░░░░░░ ░░░ ░░░░ ░░ ░░░░░░ ░░░ ░░░░░ ░░░░ «ΑΔΕΛΦΟΤΗΣ ΧΟΡΩΔΙΑΣ» ░░░░ ░░░░░░ ░░░ ░░░░░░ ░░░ ░░░░ ░░ ░░░░░░ ░░░ ░░░░░ ░░░░ <box>578 103 758 1015</box>
divider <box>1325 1832 1530 1833</box>
section-subtitle: Νέοι ἐπιστήμονες <box>213 471 362 489</box>
column-rule <box>572 60 573 2284</box>
divider <box>1325 985 1530 986</box>
photo-caption: Ὁ πρίγκηψ Πέτρος, ἡ κ. Ἀγγελίνα ντέ Σαΐν Πρί καί ὁ κ. Κούνδου ρος μετ' ἀντιπροσώπων τοῦ κύτους. <box>941 393 1317 413</box>
headline: Ο ΜΑΡΚΟΣ ΑΝΤΩΝΙΟΣ Ο ΜΕΞΙΚΑΝΟΣ ΔΕΝ ΕΠΑΝΕΡΧΕΤΑΙ ΕΝΟΙΚΙΟΝ ΤΟΥ! <box>1334 328 1521 393</box>
headline: ΚΑΤΕΔΙΚΑΣΘΗ Ο ΔΗΜΑΡΧΟΣ ΡΟΔΟΥ ΩΣ ΑΝΑΜΙΧΘΕΙΣ ΕΙΣ ΤΑ ΕΚΛΟΓΙΚΑ <box>776 345 925 409</box>
article-body: ░░░ ░░░░ ░░░░░░ ░░░ ░░░░░░ ░░░ ░░░░ ░░ ░░░░░░ ░░░ ░░░░░ ░░░░ ░░ ░░░░░░░ ░░░ ░░░░░░░░ ░░░ ░░░░ ░░░░░░ ░░░░ ░░ ░░░░░ ░░░░░░ ░░░ ░░░░ ░░░░░░ ░░░░░░░ ░░ <box>1325 636 1530 688</box>
headline: Η ΡΩΣΙΑ ΕΠΙΜΟΝΩΣ ΖΗΤΕΙ Ν' ΑΓΟΡΑΣΗ ΕΛΑΣΤΙΚΟΝ ΚΟΜΜΙ <box>1329 792 1526 840</box>
story-left <box>768 65 933 1007</box>
column-3 <box>578 65 758 2284</box>
main-subheadline: ΥΠΕΝΘΥΜΙΖΟΥΝ ΤΟ ΑΡΘΡΟΝ 114 ΤΟΥ ΣΥΝΤΑΓΜΑΤΟΣ <box>768 1391 1317 1415</box>
tender-box <box>213 1703 384 2096</box>
section-body: ░░░ ░░░░ ░░░░░░ ░░░ ░░░░░░ ░░░ ░░░░ ░░ ░░░░░░ ░░░ ░░░░░ ░░░░ ░░ ░░░░░░░ ░░░ ░░░░░░░░ ░░░ ░░░░ ░░░░░░ ░░░░ ░░ ░░░░░ ░░░░░░ ░░░ ░░░░ ░░░░░░ ░░░░░░░ ░░ ░░░░ ░░░░░ ░░░ ░░░░ ░░░░░░ ░░░ ░░░░░░ ░░░ ░░░░ ░░ ░░░░░░ ░░░ ░░░░░ ░░░░ ░░ ░░░░░░░ ░░░ ░░░░ ░░ ░░░░░ ░░░░░░░ ░░░ ░░░░░░ ░░ ░░░░░ ░░░░░░ ░░░░ ░░░ ░░░░░░░░ ░░ ░░░░ ░░░░░░ ░░░ ░░░░░░ ░░░░ ░░░░░░░ ░░ ░░░░░ ░░░ ░░░░ ░░░░░░ ░░░░░ ░░░ ░░░░░░░ ░░ ░░░░ ░░░░░ ░░░░░░ ░░░ ░░░░ ░░░░░░ ░░░ ░░░░░ ░░░ ░░░░ ░░░░░░░ ░░ ░░░░░ ░░░░░░ ░░░ ░░░░ ░░░░░░░░ ░░ ░░░░░░ ░░░ ░░░░░ ░░░░░░ ░░░ ░░░░ ░░░░░░ ░░░░░░░ ░░ ░░░░ ░░░░░ ░░░ ░░░░░░ ░░░ ░░░░░ <box>213 703 384 945</box>
divider <box>578 1874 758 1875</box>
column-4 <box>768 65 1317 2284</box>
headline: ΚΑΤΕΠΕΣΕΝ ΕΙΣ ΧΑΡΑΔΡΑΝ 1.400 ΜΕΤΡΩΝ <box>941 782 1317 827</box>
section-title: ΕΚΚΛΗΣΙΑ <box>213 1073 384 1101</box>
main-subheadline-italic: Ἡ χθεσινή ὀγκώδης συγκέντρωσις των <box>792 1330 1293 1387</box>
headline-box <box>941 65 1317 132</box>
main-article-body: ░░░ ░░░░ ░░░░░░ ░░░ ░░░░░░ ░░░ ░░░░ ░░ ░░░░░░ ░░░ ░░░░░ ░░░░ ░░ ░░░░░░░ ░░░ ░░░░░░░░ ░░░ ░░░░ ░░░░░░ ░░░░ ░░ ░░░░░ ░░░░░░ ░░░ ░░░░ ░░░░░░ ░░░░░░░ ░░ ░░░░ ░░░░░ ░░░ ░░░░ ░░░░░░ ░░░ ░░░░░░ ░░░ ░░░░ ░░ ░░░░ ░░ ░░░░░ ░░░░░░░ ░░░ ░░░░░░ ░░ ░░░░░ ░░░░░░ ░░░░ ░░░ ░░░░░░░░ ░░ ░░░░ ░░░░░░ ░░░ ░░░░░░ ░░░░ ░░░░░░░ ░░ ░░░░░ ░░░ ░░░░ ░░░░░░ ░░░░░ ░░░ ░░░░░░░ ░░ ░░░░ ░░░░░ ░░░░░ ░░░ ░░░░ ░░░░░░░ ░░ ░░░░░ ░░░░░░ ░░░ ░░░░ ░░░░░░░░ ░░ ░░░░░░ ░░░ ░░░░░ ░░░░░░ ░░░ ░░░░ ░░░░░░ ░░░░░░░ ░░ ░░░░ ░░░░░ ░░░ ░░░░░░ ░░░ ░░░░░ ░░░░ ░░░ ░░░░░░ ░░░ ░░░░ ░░ ░░░░░░ ░░░ ░░░░░ ░░░░ ░░ ░░░░░░░ ░░░ ░░░░░░░░ ░░░ ░░░░ ░░░░░░ ░░░░ ░░ ░░░░░ ░░░░░░ ░░░ ░░░░ ░░░░░░ ░░░░░░░ ░░ ░░░░ ░░░ ░░░░ ░░░░░░ ░░░ ░░░░░░ ░░░ ░░░░ ░░ ░░░░░░ ░░░ ░░░░░ ░░░░ ░░ ░░░░░░░ ░░░ ░░░░░░░░ ░░░ ░░░░ ░░░░░░ ░░░░ ░░ ░░░░░ ░░░░░░ ░░░ ░░░░ ░░░░░░ ░░░░░░░ ░░░░ ░░ ░░░░░ ░░░░░░░ ░░░ ░░░░░░ ░░ ░░░░░ ░░░░░░ ░░░░ ░░░ ░░░░░░░░ ░░ ░░░░ ░░░░░░ ░░░ ░░░░░░ ░░░░ ░░░░░░░ ░░ ░░░░░ ░░░ ░░░░ ░░░░░░ ░░░░░ ░░░░░ ░░░ ░░░░ ░░░░░░░ ░░ ░░░░░ ░░░░░░ ░░░ ░░░░ ░░░░░░░░ ░░ ░░░░░░ ░░░ ░░░░░ ░░░░░░ ░░░ ░░░░ ░░░░░░ ░░░░░░░ ░░ ░░░░ ░░░░░ ░░░ ░░░░░░ ░░░░ ░░░ ░░░░░░ ░░░ ░░░░ ░░ ░░░░░░ ░░░ ░░░░░ ░░░░ ░░ ░░░░░░░ ░░░ ░░░░░░░░ ░░░ ░░░░ ░░░░░░ ░░░░ ░░ ░░░░░ ░░░░░░ ░░░ ░░░░ ░░░░░░ ░░░░░░░ ░░░ ░░░░ ░░░░░░ ░░░ ░░░░░░ ░░░ ░░░░ ░░ ░░░░░░ ░░░ ░░░░░ ░░░░ ░░ ░░░░░░░ ░░░ ░░░░░░░░ ░░░ ░░░░ ░░░░░░ ░░░░ ░░ ░░░░░ ░░░░░░ ░░░ ░░░░ ░░░░ ░░ ░░░░░ ░░░░░░░ ░░░ ░░░░░░ ░░ ░░░░░ ░░░░░░ ░░░░ ░░░ ░░░░░░░░ ░░ ░░░░ ░░░░░░ ░░░ ░░░░░░ ░░░░ ░░░░░░░ ░░ ░░░░░ ░░░ ░░░░ ░░░░░ ░░░ ░░░░ ░░░░░░░ ░░ ░░░░░ ░░░░░░ ░░░ ░░░░ ░░░░░░░░ ░░ ░░░░░░ ░░░ ░░░░░ ░░░░░░ ░░░ ░░░░ ░░░░░░ ░░░░░░░ ░░ ░░░░ ░░░░ ░░░ ░░░░░░ ░░░ ░░░░ ░░ ░░░░░░ ░░░ ░░░░░ ░░░░ ░░ ░░░░░░░ ░░░ ░░░░░░░░ ░░░ ░░░░ ░░░░░░ ░░░░ ░░ ░░░░░ ░░░░░░ <box>768 1713 1317 1961</box>
section-subtitle: ΜΝΗΜΟΣΥΝΑ <box>55 2209 156 2225</box>
headline: Η Κ. ΒΑΣΙΛΙΚΟΥ ΕΠΕΣΚΕΦΘΗ ΤΗΝ ΔΗΜΑΡΧΟΝ ΒΙΕΝΝΗΣ <box>599 1680 737 1721</box>
photo-caption: Οἱ δικηγόροι Θεσσαλονίκης, ἐν συγκεντρώσει εἰς τό θέατρον «Θεμέλη», ἀκούουν ὁμιλοῦντα τόν πρόεδρον τῆς ἐπιτροπῆς ἀγῶνος διά τήν ἀποκατάστασιν τῶν δημοκρατικῶν θεσμῶν, κ. Βύρωνα Ἀναγνωστόπουλον. <box>768 1686 1317 1706</box>
box-kicker: ΠΡΟΚΗΡΥΞΙΣ ΔΙΑΓΩΝΙΣΜΟΥ <box>252 1714 345 1741</box>
article-body: ░░░ ░░░░ ░░░░░░ ░░░ ░░░░░░ ░░░ ░░░░ ░░ ░░░░░░ ░░░ ░░░░░ ░░░░ ░░ ░░░░░░░ ░░░ ░░░░░░░░ ░░░ ░░░░ ░░░░░░ ░░░░ ░░ ░░░░░ ░░░░░░ <box>1325 2042 1530 2084</box>
column-2b <box>396 65 568 2284</box>
section-body: ░░░ ░░░░ ░░░░░░ ░░░ ░░░░░░ ░░░ ░░░░ ░░ ░░░░░░ ░░░ ░░░░░ ░░░░ ░░ ░░░░░░░ ░░░ ░░░░░░░░ ░░░ ░░░░ ░░░░░░ ░░░░ ░░ ░░░░░ ░░░░░░ ░░░ ░░░░ ░░░░░░ ░░░░░░░ ░░ ░░░░ ░░░░░ ░░░ ░░░░ ░░░░░░ ░░░ ░░░░░░ ░░░ ░░░░ ░░ ░░░░░░ ░░░ ░░░░░ ░░░░ ░░ ░░░░░░░ ░░░ <box>213 128 384 224</box>
divider <box>1325 576 1530 577</box>
headline: ΕΥΣΣΑΣΕ ΤΗΝ ΩΡΑΝ ΤΟΥ ΓΑΜΟΥ ΚΑΙ ΕΔΑΓΚΩΣΕΝ ΥΠΕΡΚΑΤΩΝ = = ΠΡΟΣΚΕΚΛΗΜΕΝΟΥΣ <box>771 71 930 152</box>
divider <box>1325 1651 1530 1652</box>
top-border <box>6 6 1530 8</box>
resolutions-body: ░░░ ░░░░ ░░░░░░ ░░░ ░░░░░░ ░░░ ░░░░ ░░ ░░░░░░ ░░░ ░░░░░ ░░░░ ░░ ░░░░░░░ ░░░ ░░░░░░░░ ░░░ ░░░░ ░░░░░░ ░░░░ ░░ ░░░░░ ░░░░░░ ░░░ ░░░░ ░░░░░░ ░░░░░░░ ░░ ░░░░ ░░░░░ ░░░░ ░░ ░░░░░ ░░░░░░░ ░░░ ░░░░░░ ░░ ░░░░░ ░░░░░░ ░░░░ ░░░ ░░░░░░░░ ░░ ░░░░ ░░░░░░ ░░░ ░░░░░░ ░░░░ ░░░░░░░ ░░ ░░░░░ ░░░ ░░░░ ░░░░░░ ░░░░░ ░░░ ░░░░░░░ ░░░░░ ░░░ ░░░░ ░░░░░░░ ░░ ░░░░░ ░░░░░░ ░░░ ░░░░ ░░░░░░░░ ░░ ░░░░░░ ░░░ ░░░░░ ░░░░░░ ░░░ ░░░░ ░░░░░░ ░░░░░░░ ░░ ░░░░ ░░░░░ ░░░ ░░░░░░ ░░░ ░░░░░ ░░░░ ░░░ ░░░░░░ ░░░ ░░░░ ░░ ░░░░░░ ░░░ ░░░░░ ░░░░ ░░ ░░░░░░░ ░░░ ░░░░░░░░ ░░░ ░░░░ ░░░░░░ ░░░░ ░░ ░░░░░ ░░░░░░ ░░░ ░░░░ ░░░░░░ ░░░░░░░ ░░ ░░░░ ░░░ ░░░░ ░░░░░░ ░░░ ░░░░░░ ░░░ ░░░░ ░░ ░░░░░░ ░░░ ░░░░░ ░░░░ ░░ ░░░░░░░ ░░░ ░░░░░░░░ ░░░ ░░░░ ░░░░░░ ░░░░ ░░ ░░░░░ ░░░░░░ ░░░ ░░░░ ░░░░░░ ░░░░░░░ ░░░░ ░░ ░░░░░ ░░░░░░░ ░░░ ░░░░░░ ░░ ░░░░░ ░░░░░░ ░░░░ ░░░ ░░░░░░░░ ░░ ░░░░ ░░░░░░ ░░░ ░░░░░░ ░░░░ ░░░░░░░ ░░ ░░░░░ ░░░ ░░░░ ░░░░░░ ░░░░░ <box>6 1474 205 1810</box>
newspaper-page <box>6 6 1530 2284</box>
section-body: ░░░ ░░░░ ░░░░░░ ░░░ ░░░░░░ ░░░ ░░░░ ░░ ░░░░░░ ░░░ ░░░░░ ░░░░ ░░ ░░░░░░░ ░░░ ░░░░░░░░ ░░░ <box>213 608 384 650</box>
column-5 <box>1325 65 1530 2284</box>
story-box-trista <box>6 65 205 205</box>
headline: ΕΟΡΤΑΣΘΗ ΕΠΙΣΗΜΩΣ ΕΙΣ ΤΟ ΜΕΣΟΛΟΓΓΙ Η 136Η ΕΠΕΤΕΙΟΣ ΤΗΣ «ΕΞΟΔΟΥ» <box>1330 71 1525 119</box>
headline: ΑΠΟΧΩΡΕΙ ΤΗΣ ΥΠΗΡΕΣΙΑΣ ΑΠΟ ΤΗΣ ΤΗΣ ΜΑ-ΙΟΥ Ο ΕΙΣΑΓΓΕΛΕΥΣ ΑΡ. ΠΑΓΟΥ <box>768 792 933 846</box>
section-body: ░░░ ░░░░ ░░░░░░ ░░░ ░░░░░░ ░░░ ░░░░ ░░ ░░░░░░ ░░░ ░░░░░ ░░░░ ░░ ░░░░░░░ ░░░ ░░░░░░░░ ░░░ ░░░░ ░░░░░░ ░░░░ ░░ ░░░░░ ░░░░░░ ░░░ ░░░░ ░░░░░░ ░░░░░░░ ░░ ░░░░ ░░░░░ ░░░ ░░░░ ░░░░░░ ░░░ ░░░░░░ ░░░ ░░░░ ░░ ░░░░ ░░ ░░░░░ ░░░░░░░ ░░░ ░░░░░░ ░░ ░░░░░ ░░░░░░ ░░░░ ░░░ ░░░░░░░░ ░░ ░░░░ ░░░░░░ ░░░ ░░░░░░ ░░░░ ░░░░░░░ ░░ ░░░░░ ░░░ ░░░░ <box>213 1105 384 1247</box>
funerals-body: ░░░ ░░░░ ░░░░░░ ░░░ ░░░░░░ ░░░ ░░░░ ░░ ░░░░░░ ░░░ ░░░░░ ░░░░ ░░ ░░░░░░░ ░░░ ░░░░░░░░ ░░░ ░░░░ ░░░░░░ ░░░░ ░░ ░░░░░ ░░░░░░ ░░░ ░░░░ ░░░░░░ ░░░░░░░ ░░ ░░░░ ░░░░░ ░░░░ ░░ ░░░░░ ░░░░░░░ ░░░ ░░░░░░ ░░ ░░░░░ ░░░░░░ ░░░░ ░░░ ░░░░░░░░ ░░ ░░░░ ░░░░░░ ░░░ ░░░░░░ ░░░░ ░░░░░░░ ░░ ░░░░░ ░░░ ░░░░ ░░░░░░ ░░░░░ ░░░ ░░░░░░░ ░░░░░ ░░░ ░░░░ ░░░░░░░ ░░ ░░░░░ ░░░░░░ ░░░ ░░░░ ░░░░░░░░ ░░ ░░░░░░ ░░░ ░░░░░ ░░░░░░ ░░░ ░░░░ ░░░░░░ ░░░░░░░ ░░ ░░░░ ░░░░░ ░░░ ░░░░░░ ░░░ ░░░░░ ░░░░ ░░░ ░░░░░░ ░░░ ░░░░ ░░ ░░░░░░ ░░░ ░░░░░ ░░░░ ░░ ░░░░░░░ ░░░ ░░░░░░░░ ░░░ ░░░░ ░░░░░░ ░░░░ ░░ ░░░░░ ░░░░░░ ░░░ ░░░░ ░░░░░░ ░░░░░░░ ░░ ░░░░ <box>6 1208 205 1431</box>
box-body: ░░░ ░░░░ ░░░░░░ ░░░ ░░░░░░ ░░░ ░░░░ ░░ ░░░░░░ ░░░ ░░░░░ ░░░░ ░░ ░░░░░░░ ░░░ ░░░░░░░░ ░░░ ░░░░ ░░░░░░ ░░░░ ░░ ░░░░░ ░░░░░░ ░░░ ░░░░ ░░░░░░ ░░░░░░░ ░░ ░░░░ ░░░░░ ░░░ ░░░░ ░░░░░░ ░░░ ░░░░░░ ░░░ ░░░░ ░░ ░░░░ ░░ ░░░░░ ░░░░░░░ ░░░ ░░░░░░ ░░ ░░░░░ ░░░░░░ ░░░░ ░░░ ░░░░░░░░ ░░ ░░░░ ░░░░░░ ░░░ ░░░░░░ ░░░░ ░░░░░░░ ░░ ░░░░░ ░░░ ░░░░ ░░░░░░ ░░░░░ ░░░ ░░░░░░░ ░░ ░░░░ ░░░░░ <box>219 1799 378 1952</box>
article-body: ░░░ ░░░░ ░░░░░░ ░░░ ░░░░░░ ░░░ ░░░░ ░░ ░░░░░░ ░░░ ░░░░░ ░░░░ ░░ ░░░░░░░ ░░░ ░░░░░░░░ ░░░ ░░░░ ░░░░░░ ░░░░ ░░ ░░░░░ ░░░░░░ ░░░ ░░░░ ░░░░░░ ░░░░░░░ ░░ ░░░░ ░░░░░ ░░░ ░░░░ ░░░░░░ ░░░ ░░░░░░ ░░░ ░░░░ ░░ <box>1325 124 1530 199</box>
section-subtitle: Δωρεαί <box>213 587 275 604</box>
story-right <box>941 65 1317 740</box>
column-2 <box>213 65 568 2284</box>
divider <box>1325 785 1530 786</box>
